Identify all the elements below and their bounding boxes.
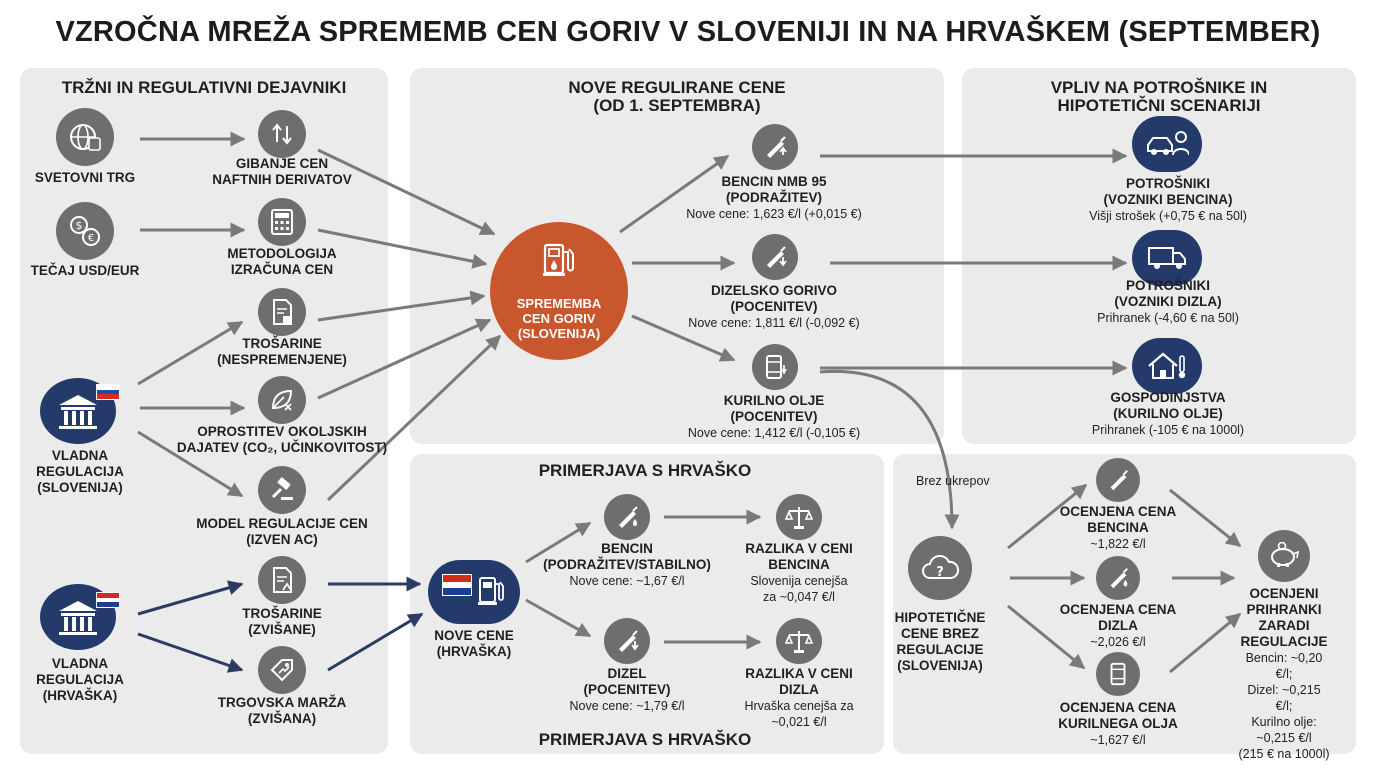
center-label-2: CEN GORIV	[522, 311, 596, 326]
svg-text:€: €	[87, 233, 95, 244]
fuel-pump-icon	[539, 240, 579, 280]
fuel-nozzle-icon-est-diesel	[1096, 556, 1140, 600]
arrow-hrmargin-new	[328, 614, 422, 670]
arrow-govhr-excise	[138, 584, 242, 614]
price-tag-icon	[258, 646, 306, 694]
fuel-nozzle-down-icon-hr	[604, 618, 650, 664]
node-est-heating: OCENJENA CENA KURILNEGA OLJA ~1,627 €/l	[1058, 700, 1178, 747]
panel-comparison-title: PRIMERJAVA S HRVAŠKO	[538, 461, 752, 480]
fuel-nozzle-up-icon	[752, 124, 798, 170]
node-petrol-regulated: BENCIN NMB 95 (PODRAŽITEV) Nove cene: 1,623 €/l (+0,015 €)	[686, 174, 862, 221]
calculator-icon	[258, 198, 306, 246]
node-households: GOSPODINJSTVA (KURILNO OLJE) Prihranek (-105 € na 1000l)	[1091, 390, 1245, 437]
balance-scale-icon-diesel	[776, 618, 822, 664]
center-label-3: (SLOVENIJA)	[517, 326, 601, 341]
currency-exchange-icon	[56, 202, 114, 260]
panel-factors-title: TRŽNI IN REGULATIVNI DEJAVNIKI	[61, 78, 347, 97]
node-consumers-diesel: POTROŠNIKI (VOZNIKI DIZLA) Prihranek (-4,60 € na 50l)	[1097, 278, 1239, 325]
arrow-model-center	[328, 336, 500, 500]
node-hr-margin: TRGOVSKA MARŽA (ZVIŠANA)	[217, 695, 347, 726]
node-methodology: METODOLOGIJA IZRAČUNA CEN	[227, 246, 337, 277]
arrow-method-center	[318, 230, 486, 264]
arrow-estp-savings	[1170, 490, 1240, 546]
node-price-movement: GIBANJE CEN NAFTNIH DERIVATOV	[212, 156, 352, 187]
balance-scale-icon	[776, 494, 822, 540]
fuel-nozzle-icon-est-petrol	[1096, 458, 1140, 502]
node-heating-regulated: KURILNO OLJE (POCENITEV) Nove cene: 1,412 €/l (-0,105 €)	[687, 393, 861, 440]
oil-barrel-icon-est	[1096, 652, 1140, 696]
croatia-flag-icon	[96, 592, 120, 608]
car-driver-icon	[1132, 116, 1202, 172]
fuel-nozzle-icon-hr	[604, 494, 650, 540]
fuel-nozzle-down-icon	[752, 234, 798, 280]
oil-barrel-icon	[752, 344, 798, 390]
center-fuel-change	[490, 222, 628, 360]
node-est-diesel: OCENJENA CENA DIZLA ~2,026 €/l	[1059, 602, 1177, 649]
tax-document-icon-hr	[258, 556, 306, 604]
node-exemption: OPROSTITEV OKOLJSKIH DAJATEV (CO₂, UČINKOVITOST)	[176, 424, 388, 455]
arrow-hrnew-diesel	[526, 600, 590, 636]
panel-regulated-title: NOVE REGULIRANE CENE (OD 1. SEPTEMBRA)	[568, 78, 786, 115]
node-fx: TEČAJ USD/EUR	[30, 263, 140, 278]
node-diesel-regulated: DIZELSKO GORIVO (POCENITEV) Nove cene: 1,811 €/l (-0,092 €)	[688, 283, 860, 330]
leaf-icon	[258, 376, 306, 424]
arrow-excise-center	[318, 296, 484, 320]
page-title: VZROČNA MREŽA SPREMEMB CEN GORIV V SLOVENIJI IN NA HRVAŠKEM (SEPTEMBER)	[55, 16, 1321, 48]
croatia-price-icon	[428, 560, 520, 624]
up-down-arrows-icon	[258, 110, 306, 158]
node-hr-excise: TROŠARINE (ZVIŠANE)	[242, 606, 322, 637]
node-hypothetical: HIPOTETIČNE CENE BREZ REGULACIJE (SLOVENIJA)	[894, 610, 986, 673]
gavel-icon	[258, 466, 306, 514]
node-regulation-model: MODEL REGULACIJE CEN (IZVEN AC)	[196, 516, 368, 547]
croatia-flag	[442, 574, 472, 596]
house-thermometer-icon	[1132, 338, 1202, 394]
node-croatia-new-prices: NOVE CENE (HRVAŠKA)	[434, 628, 514, 659]
tax-document-icon	[258, 288, 306, 336]
node-diff-diesel: RAZLIKA V CENI DIZLA Hrvaška cenejša za ~0,021 €/l	[744, 666, 854, 729]
svg-text:?: ?	[936, 565, 944, 580]
arrow-govhr-margin	[138, 634, 242, 670]
node-consumers-petrol: POTROŠNIKI (VOZNIKI BENCINA) Višji strošek (+0,75 € na 50l)	[1089, 176, 1247, 223]
node-diff-petrol: RAZLIKA V CENI BENCINA Slovenija cenejša za ~0,047 €/l	[745, 541, 853, 604]
node-world: SVETOVNI TRG	[34, 170, 136, 185]
node-excise: TROŠARINE (NESPREMENJENE)	[217, 336, 347, 367]
node-croatia-petrol: BENCIN (PODRAŽITEV/STABILNO) Nove cene: ~1,67 €/l	[543, 541, 711, 588]
globe-icon	[56, 108, 114, 166]
center-label-1: SPREMEMBA	[516, 296, 602, 311]
node-est-petrol: OCENJENA CENA BENCINA ~1,822 €/l	[1059, 504, 1177, 551]
piggy-bank-icon	[1258, 530, 1310, 582]
node-croatia-diesel: DIZEL (POCENITEV) Nove cene: ~1,79 €/l	[569, 666, 685, 713]
node-gov-croatia: VLADNA REGULACIJA (HRVAŠKA)	[36, 656, 124, 703]
slovenia-flag-icon	[96, 384, 120, 400]
cloud-question-icon	[908, 536, 972, 600]
arrow-esth-savings	[1170, 614, 1240, 672]
svg-text:$: $	[75, 219, 83, 232]
fuel-pump-icon-hr	[476, 574, 508, 610]
node-savings: OCENJENI PRIHRANKI ZARADI REGULACIJE Bencin: ~0,20 €/l; Dizel: ~0,215 €/l; Kurilno olje: ~0,215 €/l (215 € na 1000l)	[1238, 586, 1330, 761]
label-no-action: Brez ukrepov	[916, 474, 990, 488]
node-gov-slovenia: VLADNA REGULACIJA (SLOVENIJA)	[36, 448, 124, 495]
panel-consumers-title: VPLIV NA POTROŠNIKE IN HIPOTETIČNI SCENARIJI	[1050, 78, 1268, 115]
panel-comparison-footer: PRIMERJAVA S HRVAŠKO	[538, 730, 752, 749]
